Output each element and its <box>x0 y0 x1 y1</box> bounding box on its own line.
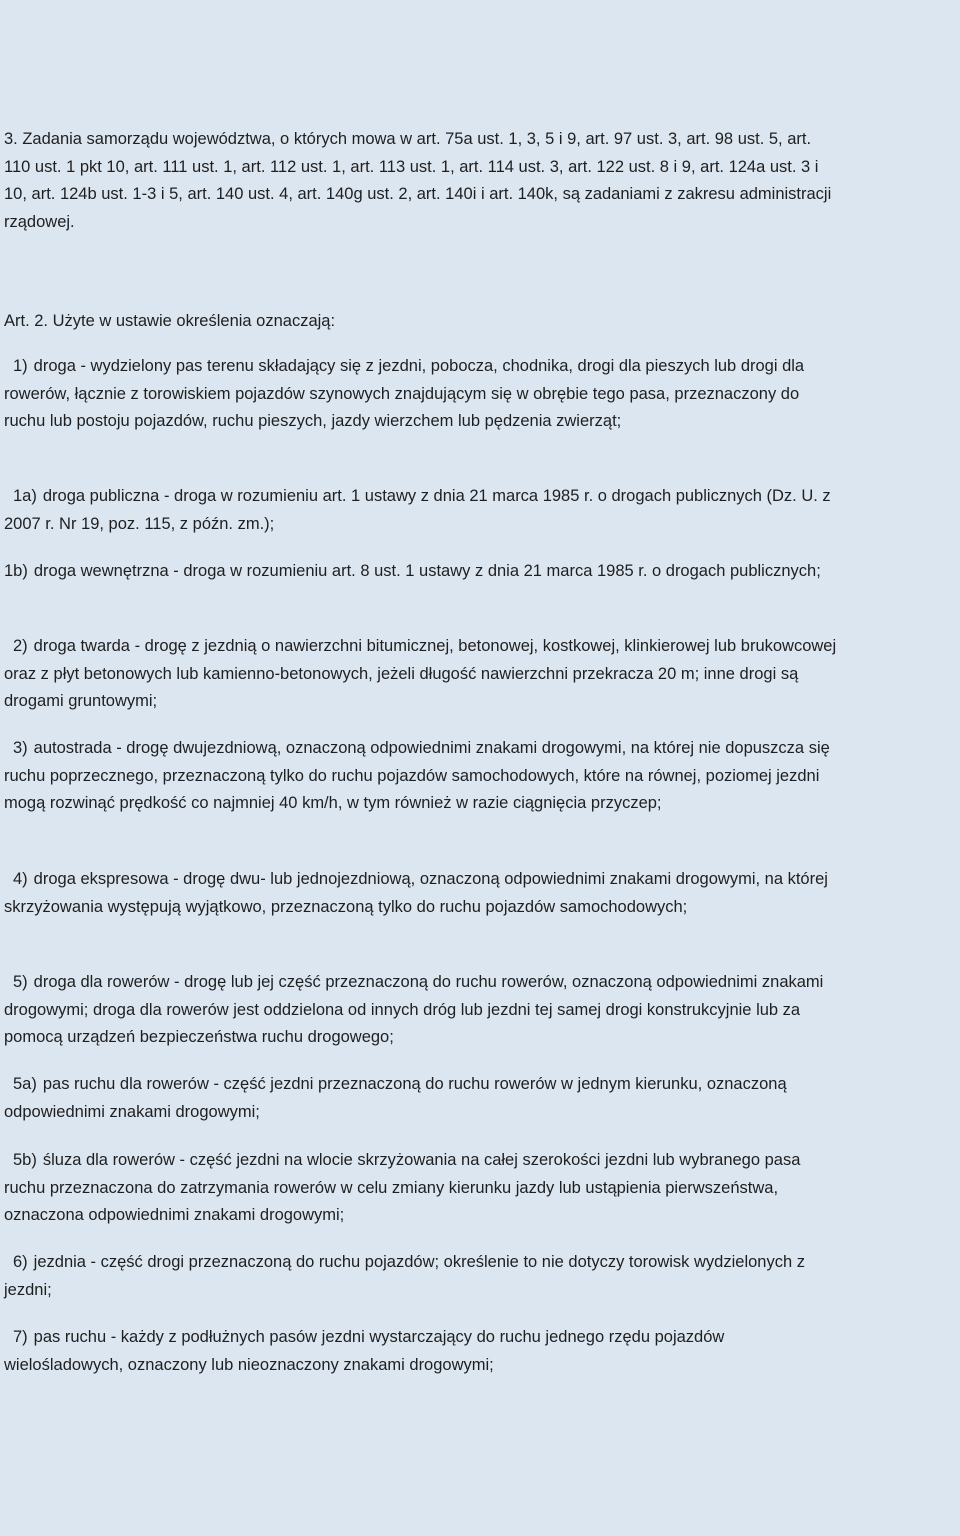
definition-text: droga twarda - drogę z jezdnią o nawierzchni bitumicznej, betonowej, kostkowej, klinkierowej lub brukowcowej oraz z płyt betonowych lub kamienno-betonowych, jeżeli długość nawierzchni przekracza 20 m; inne drogi są drogami gruntowymi; <box>4 637 837 710</box>
definition-text: pas ruchu - każdy z podłużnych pasów jezdni wystarczający do ruchu jednego rzędu pojazdów wielośladowych, oznaczony lub nieoznaczony znakami drogowymi; <box>4 1328 725 1374</box>
definition-number: 1) <box>13 357 28 375</box>
definition-1a <box>4 483 840 538</box>
definition-number: 1a) <box>13 487 37 505</box>
definition-text: droga wewnętrzna - droga w rozumieniu art. 8 ust. 1 ustawy z dnia 21 marca 1985 r. o drogach publicznych; <box>33 562 821 580</box>
document-body <box>4 126 840 1374</box>
definition-text: droga publiczna - droga w rozumieniu art. 1 ustawy z dnia 21 marca 1985 r. o drogach publicznych (Dz. U. z 2007 r. Nr 19, poz. 115, z późn. zm.); <box>4 487 831 533</box>
definition-number: 5b) <box>13 1151 37 1169</box>
definition-7 <box>4 1324 840 1379</box>
definition-number: 1b) <box>4 562 28 580</box>
definition-number: 3) <box>13 739 28 757</box>
definition-number: 7) <box>13 1328 28 1346</box>
definition-1 <box>4 353 840 436</box>
paragraph-3: 3. Zadania samorządu województwa, o których mowa w art. 75a ust. 1, 3, 5 i 9, art. 97 ust. 3, art. 98 ust. 5, art. 110 ust. 1 pkt 10, art. 111 ust. 1, art. 112 ust. 1, art. 113 ust. 1, art. 114 ust. 3, art. 122 ust. 8 i 9, art. 124a ust. 3 i 10, art. 124b ust. 1-3 i 5, art. 140 ust. 4, art. 140g ust. 2, art. 140i i art. 140k, są zadaniami z zakresu administracji rządowej. <box>4 130 832 231</box>
definition-2 <box>4 633 840 716</box>
definition-text: droga dla rowerów - drogę lub jej część przeznaczoną do ruchu rowerów, oznaczoną odpowiednimi znakami drogowymi; droga dla rowerów jest oddzielona od innych dróg lub jezdni tej samej drogi konstrukcyjnie lub za pomocą urządzeń bezpieczeństwa ruchu drogowego; <box>4 973 824 1046</box>
definition-5a <box>4 1071 840 1126</box>
definition-4 <box>4 866 840 921</box>
definition-number: 6) <box>13 1253 28 1271</box>
definition-number: 5a) <box>13 1075 37 1093</box>
definition-number: 4) <box>13 870 28 888</box>
definition-text: droga ekspresowa - drogę dwu- lub jednojezdniową, oznaczoną odpowiednimi znakami drogowymi, na której skrzyżowania występują wyjątkowo, przeznaczoną tylko do ruchu pojazdów samochodowych; <box>4 870 828 916</box>
definition-1b <box>4 558 840 586</box>
definition-text: autostrada - drogę dwujezdniową, oznaczoną odpowiednimi znakami drogowymi, na której nie dopuszcza się ruchu poprzecznego, przeznaczoną tylko do ruchu pojazdów samochodowych, które na równej, poziomej jezdni mogą rozwinąć prędkość co najmniej 40 km/h, w tym również w razie ciągnięcia przyczep; <box>4 739 830 812</box>
definition-text: pas ruchu dla rowerów - część jezdni przeznaczoną do ruchu rowerów w jednym kierunku, oznaczoną odpowiednimi znakami drogowymi; <box>4 1075 787 1121</box>
definition-3 <box>4 735 840 818</box>
definition-6 <box>4 1249 840 1304</box>
definition-text: droga - wydzielony pas terenu składający się z jezdni, pobocza, chodnika, drogi dla pieszych lub drogi dla rowerów, łącznie z torowiskiem pojazdów szynowych znajdującym się w obrębie tego pasa, przeznaczony do ruchu lub postoju pojazdów, ruchu pieszych, jazdy wierzchem lub pędzenia zwierząt; <box>4 357 805 430</box>
definition-text: jezdnia - część drogi przeznaczoną do ruchu pojazdów; określenie to nie dotyczy torowisk wydzielonych z jezdni; <box>4 1253 805 1299</box>
article-2-heading: Art. 2. Użyte w ustawie określenia oznaczają: <box>4 312 336 330</box>
definition-5 <box>4 969 840 1052</box>
definition-text: śluza dla rowerów - część jezdni na wlocie skrzyżowania na całej szerokości jezdni lub wybranego pasa ruchu przeznaczona do zatrzymania rowerów w celu zmiany kierunku jazdy lub ustąpienia pierwszeństwa, oznaczona odpowiednimi znakami drogowymi; <box>4 1151 801 1224</box>
definition-number: 2) <box>13 637 28 655</box>
definition-5b <box>4 1147 840 1230</box>
definition-number: 5) <box>13 973 28 991</box>
